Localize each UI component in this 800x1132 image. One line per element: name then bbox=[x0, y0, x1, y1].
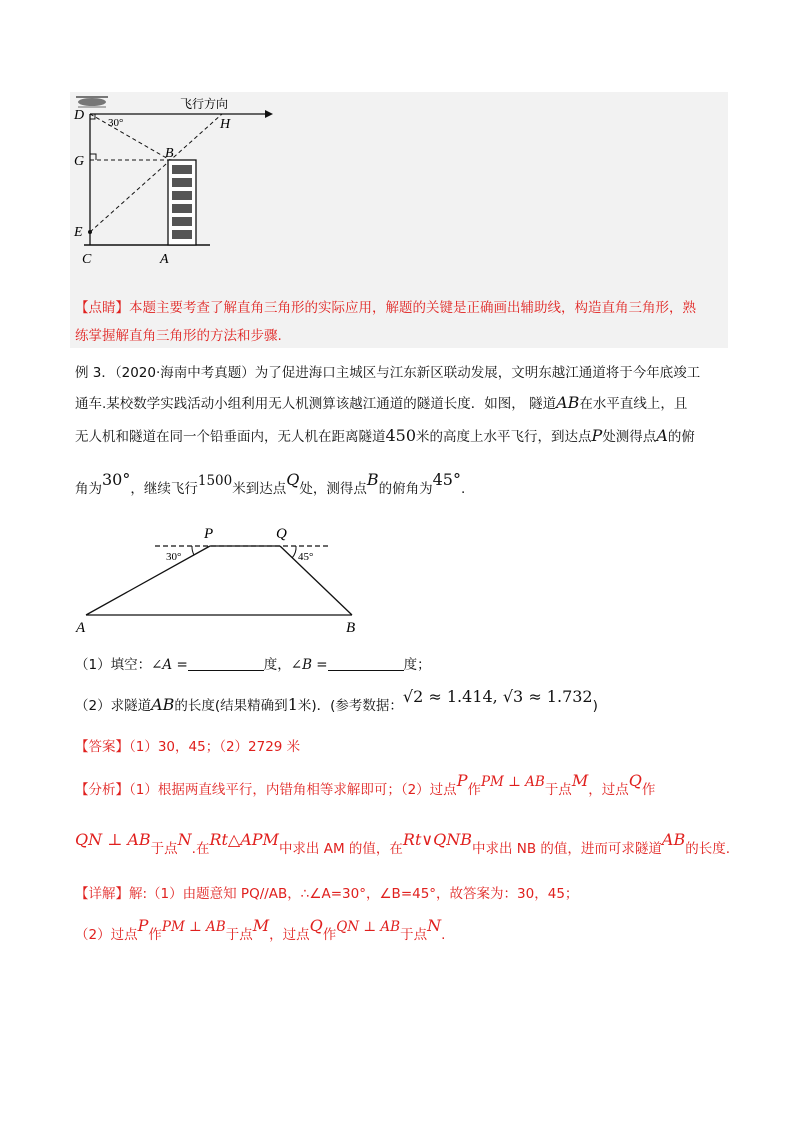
detail-tag: 【详解】 bbox=[75, 886, 129, 902]
math-P-2: P bbox=[456, 771, 468, 790]
analysis-line-2 bbox=[75, 830, 731, 859]
math-AB: AB bbox=[556, 393, 580, 412]
analysis-text-2b: .在 bbox=[191, 841, 210, 857]
analysis-text-2a: 于点 bbox=[150, 841, 178, 857]
blank-angle-B[interactable] bbox=[328, 656, 404, 671]
answer-line bbox=[75, 737, 300, 757]
detail-text-2b: 作 bbox=[148, 927, 162, 943]
label-B2: B bbox=[346, 620, 356, 636]
math-A: A bbox=[656, 426, 668, 445]
label-C: C bbox=[82, 252, 92, 267]
math-Q-2: Q bbox=[628, 771, 642, 790]
answer-text: （1）30，45；（2）2729 米 bbox=[129, 739, 301, 755]
example-text-3d: 的俯 bbox=[667, 429, 695, 445]
example-text-1: 例 3．（2020·海南中考真题）为了促进海口主城区与江东新区联动发展，文明东越江通道将于今年底竣工 bbox=[75, 365, 701, 381]
figure-drone-building bbox=[70, 92, 290, 272]
label-B: B bbox=[165, 146, 174, 161]
math-45deg: 45° bbox=[432, 470, 461, 489]
math-reference-data: √2 ≈ 1.414, √3 ≈ 1.732 bbox=[402, 687, 593, 706]
label-D: D bbox=[74, 108, 85, 123]
detail-line-2 bbox=[75, 916, 446, 945]
analysis-text-1b: 作 bbox=[467, 782, 481, 798]
analysis-line-1 bbox=[75, 771, 656, 800]
example-line-1 bbox=[75, 363, 700, 383]
example-text-3a: 无人机和隧道在同一个铅垂面内，无人机在距离隧道 bbox=[75, 429, 386, 445]
analysis-text-2e: 的长度. bbox=[685, 841, 731, 857]
q2-text-a: （2）求隧道 bbox=[75, 698, 152, 714]
question-1 bbox=[75, 655, 431, 675]
q1-text-a: （1）填空： bbox=[75, 657, 152, 673]
note-text-1: 本题主要考查了解直角三角形的实际应用，解题的关键是正确画出辅助线，构造直角三角形，熟 bbox=[129, 300, 696, 316]
label-A: A bbox=[160, 252, 169, 267]
math-QN-perp-AB-2: QN ⊥ AB bbox=[336, 919, 401, 935]
drone-icon bbox=[76, 97, 108, 107]
example-text-4f: . bbox=[460, 481, 466, 497]
math-450: 450 bbox=[385, 426, 417, 445]
math-QN-perp-AB: QN ⊥ AB bbox=[75, 830, 151, 849]
math-P: P bbox=[591, 426, 603, 445]
math-angle-B: ∠B = bbox=[290, 657, 328, 673]
example-line-3 bbox=[75, 426, 695, 447]
note-line-2 bbox=[75, 326, 282, 346]
example-text-3b: 米的高度上水平飞行，到达点 bbox=[416, 429, 592, 445]
example-text-3c: 处测得点 bbox=[602, 429, 657, 445]
detail-text-2g: . bbox=[441, 927, 446, 943]
math-Q-3: Q bbox=[309, 916, 323, 935]
analysis-text-1e: 作 bbox=[641, 782, 656, 798]
math-Q: Q bbox=[286, 470, 300, 489]
answer-tag: 【答案】 bbox=[75, 739, 129, 755]
label-H: H bbox=[220, 117, 231, 132]
note-text-2: 练掌握解直角三角形的方法和步骤. bbox=[75, 328, 282, 344]
math-Rt-APM: Rt△APM bbox=[209, 830, 279, 849]
angle-30: 30° bbox=[166, 551, 182, 563]
label-E: E bbox=[74, 225, 83, 240]
example-text-4c: 米到达点 bbox=[232, 481, 287, 497]
question-2 bbox=[75, 687, 598, 716]
label-A2: A bbox=[76, 620, 86, 636]
math-1: 1 bbox=[287, 695, 298, 714]
math-N-2: N bbox=[427, 916, 442, 935]
math-B: B bbox=[366, 470, 379, 489]
analysis-text-1a: （1）根据两直线平行，内错角相等求解即可；（2）过点 bbox=[129, 782, 457, 798]
analysis-tag: 【分析】 bbox=[75, 782, 129, 798]
math-PM-perp-AB-2: PM ⊥ AB bbox=[161, 919, 226, 935]
detail-text-2d: ，过点 bbox=[269, 927, 310, 943]
detail-text-1: 解:（1）由题意知 PQ//AB，∴∠A=30°，∠B=45°，故答案为：30，45； bbox=[129, 886, 579, 902]
detail-text-2a: （2）过点 bbox=[75, 927, 138, 943]
math-N: N bbox=[177, 830, 192, 849]
q1-text-c: 度； bbox=[403, 657, 431, 673]
note-tag: 【点睛】 bbox=[75, 300, 129, 316]
example-text-4a: 角为 bbox=[75, 481, 102, 497]
figure-tunnel bbox=[70, 520, 370, 640]
example-text-2b: 在水平直线上，且 bbox=[579, 396, 688, 412]
angle-label: 30° bbox=[108, 117, 124, 129]
note-line-1 bbox=[75, 298, 696, 318]
q2-text-b: 的长度(结果精确到 bbox=[174, 698, 288, 714]
analysis-text-2c: 中求出 AM 的值，在 bbox=[278, 841, 403, 857]
math-M-2: M bbox=[252, 916, 270, 935]
example-line-2 bbox=[75, 393, 687, 414]
blank-angle-A[interactable] bbox=[188, 656, 264, 671]
flight-direction-label: 飞行方向 bbox=[180, 97, 229, 111]
math-Rt-QNB: Rt∨QNB bbox=[402, 830, 472, 849]
detail-line-1 bbox=[75, 884, 578, 904]
math-P-3: P bbox=[137, 916, 149, 935]
math-PM-perp-AB: PM ⊥ AB bbox=[480, 774, 545, 790]
analysis-text-1c: 于点 bbox=[544, 782, 572, 798]
detail-text-2f: 于点 bbox=[400, 927, 428, 943]
math-M: M bbox=[571, 771, 589, 790]
label-Q: Q bbox=[276, 526, 287, 542]
math-AB-3: AB bbox=[661, 830, 686, 849]
detail-text-2c: 于点 bbox=[225, 927, 253, 943]
label-G: G bbox=[74, 154, 85, 169]
example-text-4d: 处，测得点 bbox=[299, 481, 367, 497]
example-line-4 bbox=[75, 470, 466, 499]
example-text-4b: ，继续飞行 bbox=[130, 481, 198, 497]
math-1500: 1500 bbox=[197, 473, 233, 489]
math-30deg: 30° bbox=[102, 470, 131, 489]
example-text-2: 通车.某校数学实践活动小组利用无人机测算该越江通道的隧道长度．如图， 隧道 bbox=[75, 396, 557, 412]
label-P: P bbox=[204, 526, 214, 542]
analysis-text-2d: 中求出 NB 的值，进而可求隧道 bbox=[471, 841, 662, 857]
angle-45: 45° bbox=[298, 551, 314, 563]
q2-text-c: 米)．(参考数据： bbox=[297, 698, 403, 714]
q1-text-b: 度， bbox=[263, 657, 291, 673]
math-AB-2: AB bbox=[151, 695, 175, 714]
analysis-text-1d: ，过点 bbox=[588, 782, 629, 798]
q2-text-d: ) bbox=[592, 698, 598, 714]
math-angle-A: ∠A = bbox=[151, 657, 188, 673]
detail-text-2e: 作 bbox=[322, 927, 337, 943]
example-text-4e: 的俯角为 bbox=[378, 481, 433, 497]
